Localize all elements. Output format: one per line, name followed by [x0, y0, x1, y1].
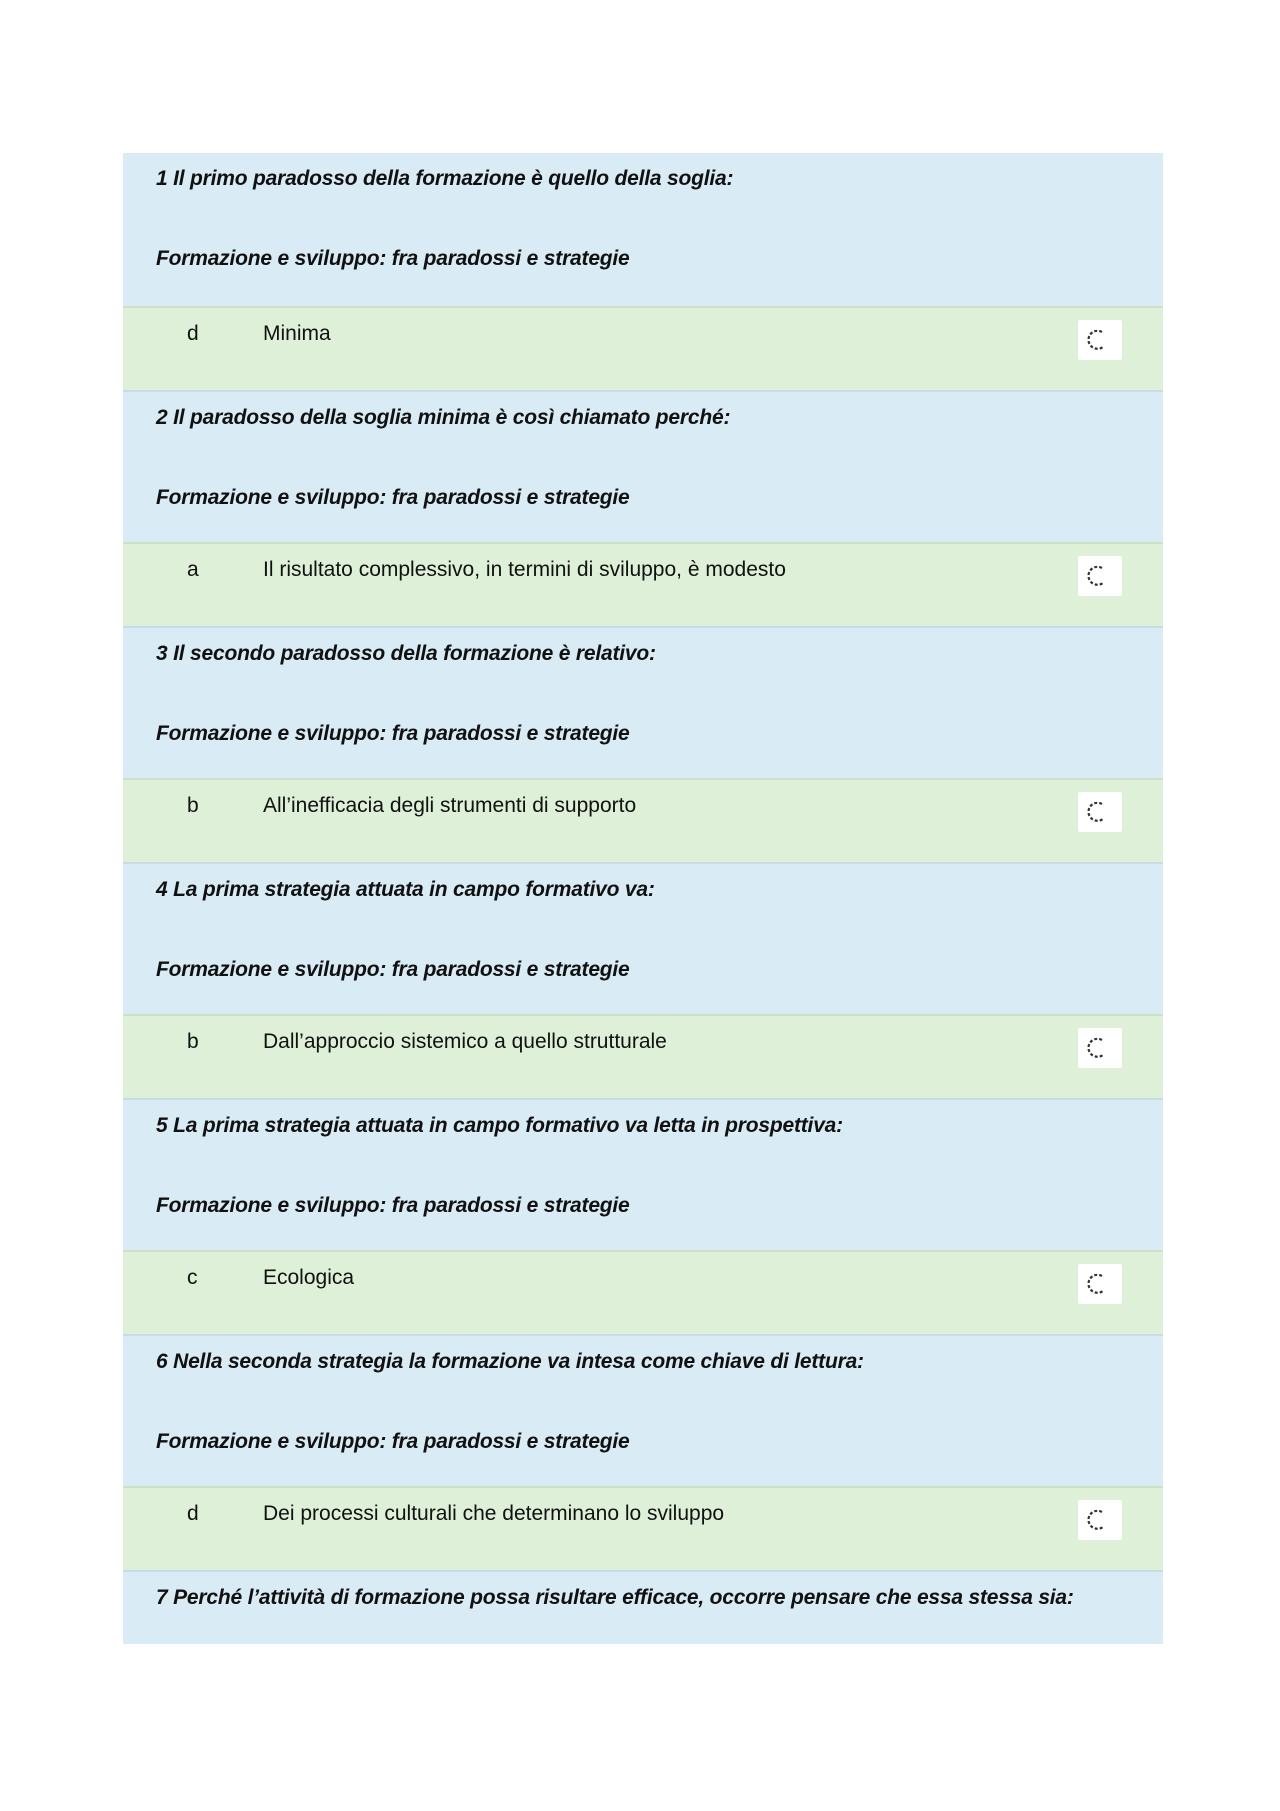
question-subtitle: Formazione e sviluppo: fra paradossi e strategie — [156, 486, 630, 509]
answer-letter: b — [187, 794, 199, 817]
answer-text: Il risultato complessivo, in termini di sviluppo, è modesto — [263, 558, 786, 581]
loading-spinner-icon — [1078, 792, 1122, 832]
answer-letter: d — [187, 1502, 199, 1525]
question-subtitle: Formazione e sviluppo: fra paradossi e strategie — [156, 958, 630, 981]
question-subtitle: Formazione e sviluppo: fra paradossi e strategie — [156, 722, 630, 745]
question-text: 7 Perché l’attività di formazione possa risultare efficace, occorre pensare che essa stessa sia: — [156, 1586, 1074, 1609]
answer-row — [123, 1014, 1163, 1098]
answer-row — [123, 306, 1163, 390]
loading-spinner-icon — [1078, 1264, 1122, 1304]
answer-letter: d — [187, 322, 199, 345]
quiz-list — [123, 153, 1163, 1644]
answer-text: Ecologica — [263, 1266, 355, 1289]
answer-row — [123, 1250, 1163, 1334]
answer-text: Dei processi culturali che determinano lo sviluppo — [263, 1502, 725, 1525]
question-block — [123, 1570, 1163, 1644]
loading-spinner-icon — [1078, 1028, 1122, 1068]
answer-text: Minima — [263, 322, 331, 345]
question-text: 3 Il secondo paradosso della formazione è relativo: — [156, 642, 656, 665]
question-block — [123, 390, 1163, 542]
answer-row — [123, 778, 1163, 862]
loading-spinner-icon — [1078, 320, 1122, 360]
loading-spinner-icon — [1078, 556, 1122, 596]
question-subtitle: Formazione e sviluppo: fra paradossi e strategie — [156, 1430, 630, 1453]
question-subtitle: Formazione e sviluppo: fra paradossi e strategie — [156, 247, 630, 270]
question-text: 1 Il primo paradosso della formazione è quello della soglia: — [156, 167, 734, 190]
question-block — [123, 1334, 1163, 1486]
question-text: 6 Nella seconda strategia la formazione va intesa come chiave di lettura: — [156, 1350, 864, 1373]
question-block — [123, 153, 1163, 306]
question-text: 5 La prima strategia attuata in campo formativo va letta in prospettiva: — [156, 1114, 843, 1137]
question-block — [123, 862, 1163, 1014]
question-text: 4 La prima strategia attuata in campo formativo va: — [156, 878, 655, 901]
answer-text: All’inefficacia degli strumenti di supporto — [263, 794, 637, 817]
answer-letter: c — [187, 1266, 198, 1289]
answer-row — [123, 1486, 1163, 1570]
answer-letter: a — [187, 558, 199, 581]
question-block — [123, 1098, 1163, 1250]
answer-row — [123, 542, 1163, 626]
answer-text: Dall’approccio sistemico a quello strutturale — [263, 1030, 667, 1053]
question-block — [123, 626, 1163, 778]
loading-spinner-icon — [1078, 1500, 1122, 1540]
question-text: 2 Il paradosso della soglia minima è così chiamato perché: — [156, 406, 731, 429]
answer-letter: b — [187, 1030, 199, 1053]
question-subtitle: Formazione e sviluppo: fra paradossi e strategie — [156, 1194, 630, 1217]
